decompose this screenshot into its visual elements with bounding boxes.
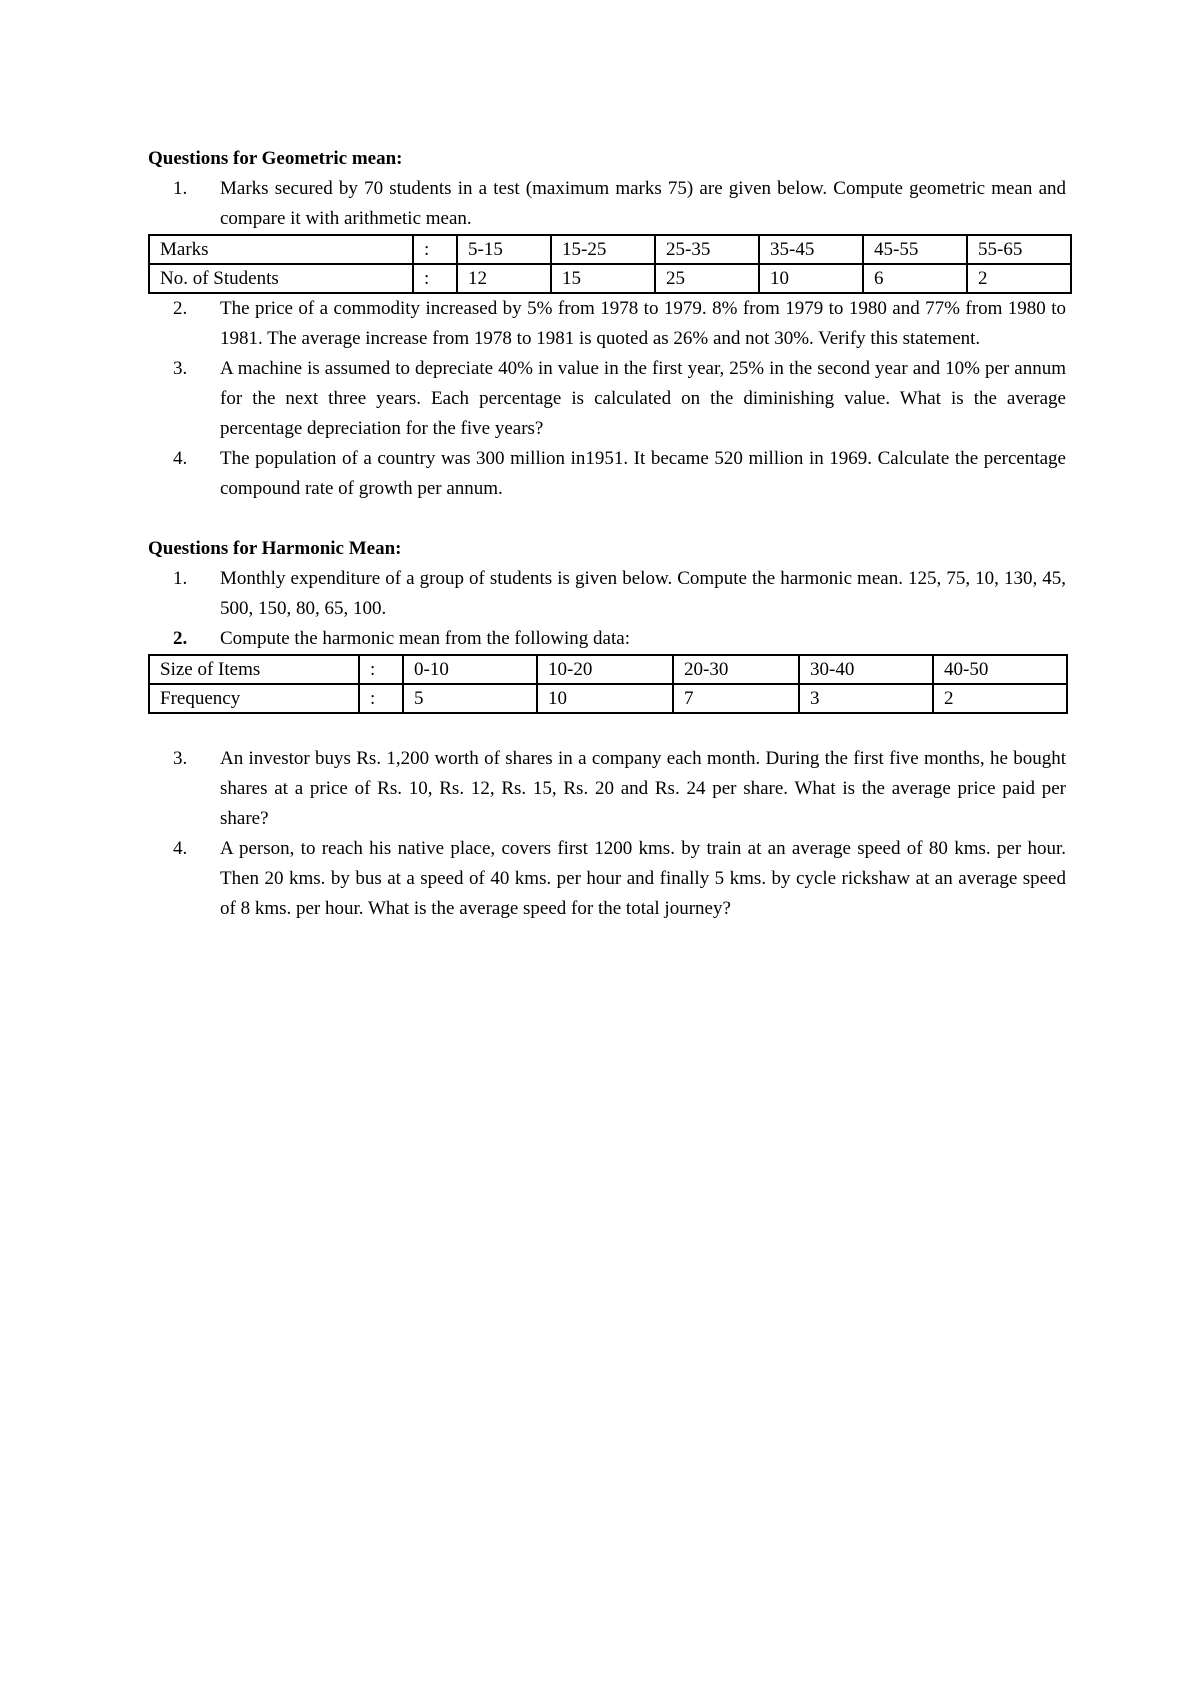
table-cell: 35-45	[759, 235, 863, 264]
table-cell: 30-40	[799, 655, 933, 684]
harmonic-questions-list-continued	[148, 744, 1066, 924]
table-cell: 40-50	[933, 655, 1067, 684]
harmonic-mean-heading: Questions for Harmonic Mean:	[148, 538, 402, 559]
question-item	[148, 174, 1066, 234]
table-cell: 12	[457, 264, 551, 293]
table-cell: 15-25	[551, 235, 655, 264]
question-number: 2.	[173, 298, 188, 319]
table-cell: :	[359, 684, 403, 713]
question-item	[148, 744, 1066, 834]
question-item	[148, 624, 1066, 654]
question-item	[148, 834, 1066, 924]
question-text: A machine is assumed to depreciate 40% in value in the first year, 25% in the second year and 10% per annum for the next three years. Each percentage is calculated on the diminishing value. What is the average percentage depreciation for the five years?	[220, 358, 1066, 439]
question-number: 2.	[173, 628, 188, 649]
geometric-mean-heading: Questions for Geometric mean:	[148, 148, 403, 169]
table-cell: 2	[967, 264, 1071, 293]
question-item	[148, 354, 1066, 444]
table-cell: :	[413, 235, 457, 264]
question-item	[148, 564, 1066, 624]
table-cell: 25	[655, 264, 759, 293]
table-row	[149, 235, 1071, 264]
table-cell: :	[359, 655, 403, 684]
question-text: An investor buys Rs. 1,200 worth of shares in a company each month. During the first five months, he bought shares at a price of Rs. 10, Rs. 12, Rs. 15, Rs. 20 and Rs. 24 per share. What is the average price paid per share?	[220, 748, 1066, 829]
table-cell: 10-20	[537, 655, 673, 684]
question-number: 4.	[173, 838, 188, 859]
table-cell: 5-15	[457, 235, 551, 264]
table-spacer	[148, 714, 1066, 744]
table-cell: 7	[673, 684, 799, 713]
table-row	[149, 264, 1071, 293]
question-number: 4.	[173, 448, 188, 469]
question-number: 1.	[173, 178, 188, 199]
question-text: The population of a country was 300 million in1951. It became 520 million in 1969. Calculate the percentage compound rate of growth per annum.	[220, 448, 1066, 499]
question-text: Marks secured by 70 students in a test (maximum marks 75) are given below. Compute geometric mean and compare it with arithmetic mean.	[220, 178, 1066, 229]
question-number: 3.	[173, 748, 188, 769]
question-item	[148, 444, 1066, 504]
size-frequency-table	[148, 654, 1068, 714]
question-number: 3.	[173, 358, 188, 379]
table-cell: 45-55	[863, 235, 967, 264]
table-cell: 20-30	[673, 655, 799, 684]
table-cell: 5	[403, 684, 537, 713]
geometric-questions-list-continued	[148, 294, 1066, 504]
question-item	[148, 294, 1066, 354]
question-text: Compute the harmonic mean from the following data:	[220, 628, 630, 649]
question-number: 1.	[173, 568, 188, 589]
table-cell: 10	[537, 684, 673, 713]
table-cell: No. of Students	[149, 264, 413, 293]
section-spacer	[148, 504, 1066, 534]
question-text: The price of a commodity increased by 5% from 1978 to 1979. 8% from 1979 to 1980 and 77% from 1980 to 1981. The average increase from 1978 to 1981 is quoted as 26% and not 30%. Verify this statement.	[220, 298, 1066, 349]
question-text: A person, to reach his native place, covers first 1200 kms. by train at an average speed of 80 kms. per hour. Then 20 kms. by bus at a speed of 40 kms. per hour and finally 5 kms. by cycle rickshaw at an average speed of 8 kms. per hour. What is the average speed for the total journey?	[220, 838, 1066, 919]
marks-table	[148, 234, 1072, 294]
table-row	[149, 684, 1067, 713]
table-cell: 15	[551, 264, 655, 293]
harmonic-questions-list	[148, 564, 1066, 654]
table-cell: 3	[799, 684, 933, 713]
geometric-questions-list	[148, 174, 1066, 234]
table-cell: Size of Items	[149, 655, 359, 684]
table-cell: 25-35	[655, 235, 759, 264]
table-cell: Marks	[149, 235, 413, 264]
table-cell: 6	[863, 264, 967, 293]
table-cell: 0-10	[403, 655, 537, 684]
question-text: Monthly expenditure of a group of students is given below. Compute the harmonic mean. 125, 75, 10, 130, 45, 500, 150, 80, 65, 100.	[220, 568, 1066, 619]
table-cell: :	[413, 264, 457, 293]
table-cell: Frequency	[149, 684, 359, 713]
document-page	[148, 144, 1066, 924]
table-row	[149, 655, 1067, 684]
table-cell: 55-65	[967, 235, 1071, 264]
table-cell: 2	[933, 684, 1067, 713]
table-cell: 10	[759, 264, 863, 293]
